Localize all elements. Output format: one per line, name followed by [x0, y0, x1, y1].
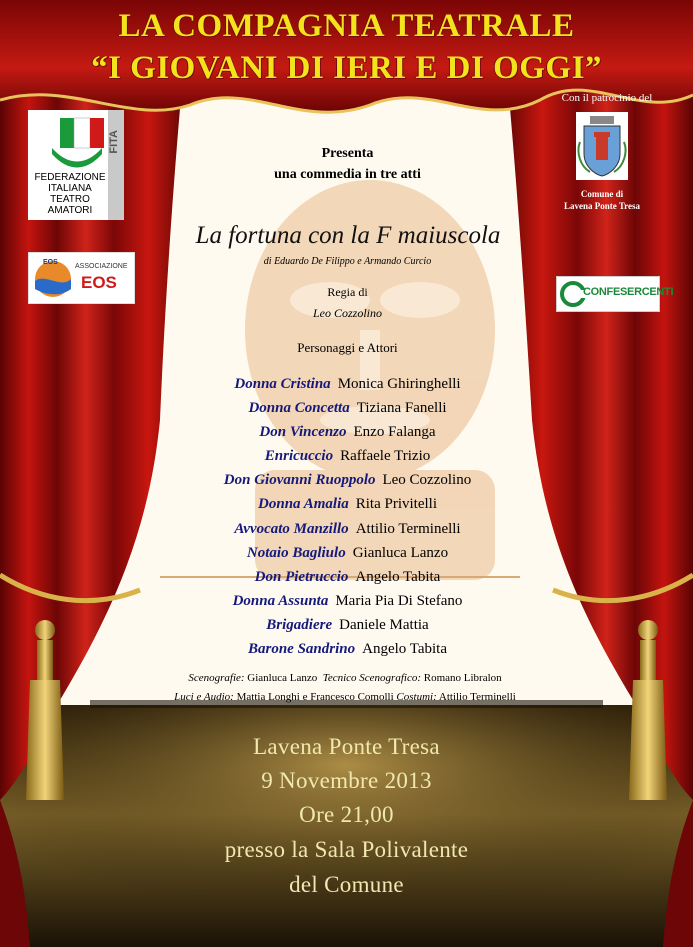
commedia-text: una commedia in tre atti [274, 167, 421, 182]
event-place: Lavena Ponte Tresa [253, 734, 440, 759]
cast-actor: Maria Pia Di Stefano [335, 592, 463, 609]
scenografie-label: Scenografie: [188, 672, 245, 684]
luci-value: Mattia Longhi e Francesco Comolli [236, 691, 394, 703]
cast-role: Don Pietruccio [254, 568, 349, 585]
tecnico-value: Romano Libralon [423, 672, 502, 684]
regia-label: Regia di [327, 285, 368, 299]
cast-role: Don Vincenzo [259, 424, 347, 441]
cast-row [140, 637, 555, 661]
cast-list [140, 372, 555, 661]
comune-line1: Comune di [580, 189, 624, 199]
eos-name-text: EOS [81, 273, 117, 292]
cast-role: Donna Cristina [234, 376, 331, 392]
cast-role: Avvocato Manzillo [234, 520, 349, 537]
cast-row [140, 613, 555, 637]
costumi-label: Costumi: [396, 691, 437, 703]
cast-actor: Tiziana Fanelli [356, 400, 447, 417]
cast-actor: Attilio Terminelli [355, 520, 461, 537]
comune-name [552, 188, 652, 212]
cast-actor: Gianluca Lanzo [352, 544, 449, 561]
cast-actor: Leo Cozzolino [382, 472, 472, 489]
cast-role: Notaio Bagliulo [246, 544, 346, 561]
costumi-value: Attilio Terminelli [438, 691, 516, 703]
cast-actor: Angelo Tabita [355, 568, 441, 585]
scenografie-value: Gianluca Lanzo [247, 672, 318, 684]
crest-icon [576, 112, 628, 180]
cast-actor: Daniele Mattia [339, 616, 429, 633]
play-authors: di Eduardo De Filippo e Armando Curcio [263, 256, 432, 267]
credits-line1 [95, 672, 595, 684]
cast-role: Don Giovanni Ruoppolo [223, 472, 376, 489]
director-name: Leo Cozzolino [312, 306, 382, 320]
tecnico-label: Tecnico Scenografico: [322, 672, 421, 684]
cast-actor: Monica Ghiringhelli [337, 376, 461, 392]
cast-row [140, 420, 555, 444]
eos-assoc-text: ASSOCIAZIONE [75, 263, 128, 270]
eos-logo [28, 252, 135, 304]
cast-actor: Enzo Falanga [353, 424, 436, 441]
cast-row [140, 565, 555, 589]
event-date: 9 Novembre 2013 [261, 768, 432, 793]
cast-role: Donna Amalia [258, 496, 349, 513]
cast-row [140, 444, 555, 468]
company-title-line1: LA COMPAGNIA TEATRALE [118, 8, 575, 44]
cast-row [140, 492, 555, 516]
eos-small-text: EOS [43, 259, 58, 266]
cast-role: Donna Assunta [232, 592, 329, 609]
cast-actor: Raffaele Trizio [340, 448, 431, 465]
fita-text-3: TEATRO [50, 194, 90, 205]
cast-role: Barone Sandrino [247, 641, 356, 658]
fita-side-text: FITA [108, 130, 120, 154]
confesercenti-text: CONFESERCENTI [583, 286, 674, 298]
comune-line2: Lavena Ponte Tresa [564, 201, 640, 211]
fita-text-4: AMATORI [47, 205, 93, 216]
event-venue-line1: presso la Sala Polivalente [224, 837, 469, 862]
cast-role: Donna Concetta [248, 400, 350, 417]
fita-logo [28, 110, 124, 220]
presenta-text: Presenta [321, 146, 374, 161]
cast-role: Brigadiere [266, 616, 333, 633]
patronage-label: Con il patrocinio del [561, 92, 653, 104]
luci-label: Luci e Audio: [174, 691, 234, 703]
cast-row [140, 372, 555, 396]
cast-row [140, 541, 555, 565]
comune-crest [576, 112, 628, 180]
cast-actor: Rita Privitelli [355, 496, 437, 513]
event-time: Ore 21,00 [299, 802, 394, 827]
fita-text-2: ITALIANA [48, 183, 92, 194]
cast-row [140, 589, 555, 613]
cast-actor: Angelo Tabita [362, 641, 448, 658]
cast-row [140, 396, 555, 420]
confesercenti-logo [556, 276, 674, 312]
play-title: La fortuna con la F maiuscola [195, 222, 501, 249]
fita-text-1: FEDERAZIONE [34, 172, 106, 183]
cast-row [140, 468, 555, 492]
cast-role: Enricuccio [264, 448, 334, 465]
credits-line2 [95, 691, 595, 703]
cast-heading: Personaggi e Attori [297, 340, 398, 355]
event-venue-line2: del Comune [289, 872, 404, 897]
cast-row [140, 517, 555, 541]
company-title-line2: “I GIOVANI DI IERI E DI OGGI” [91, 50, 602, 86]
